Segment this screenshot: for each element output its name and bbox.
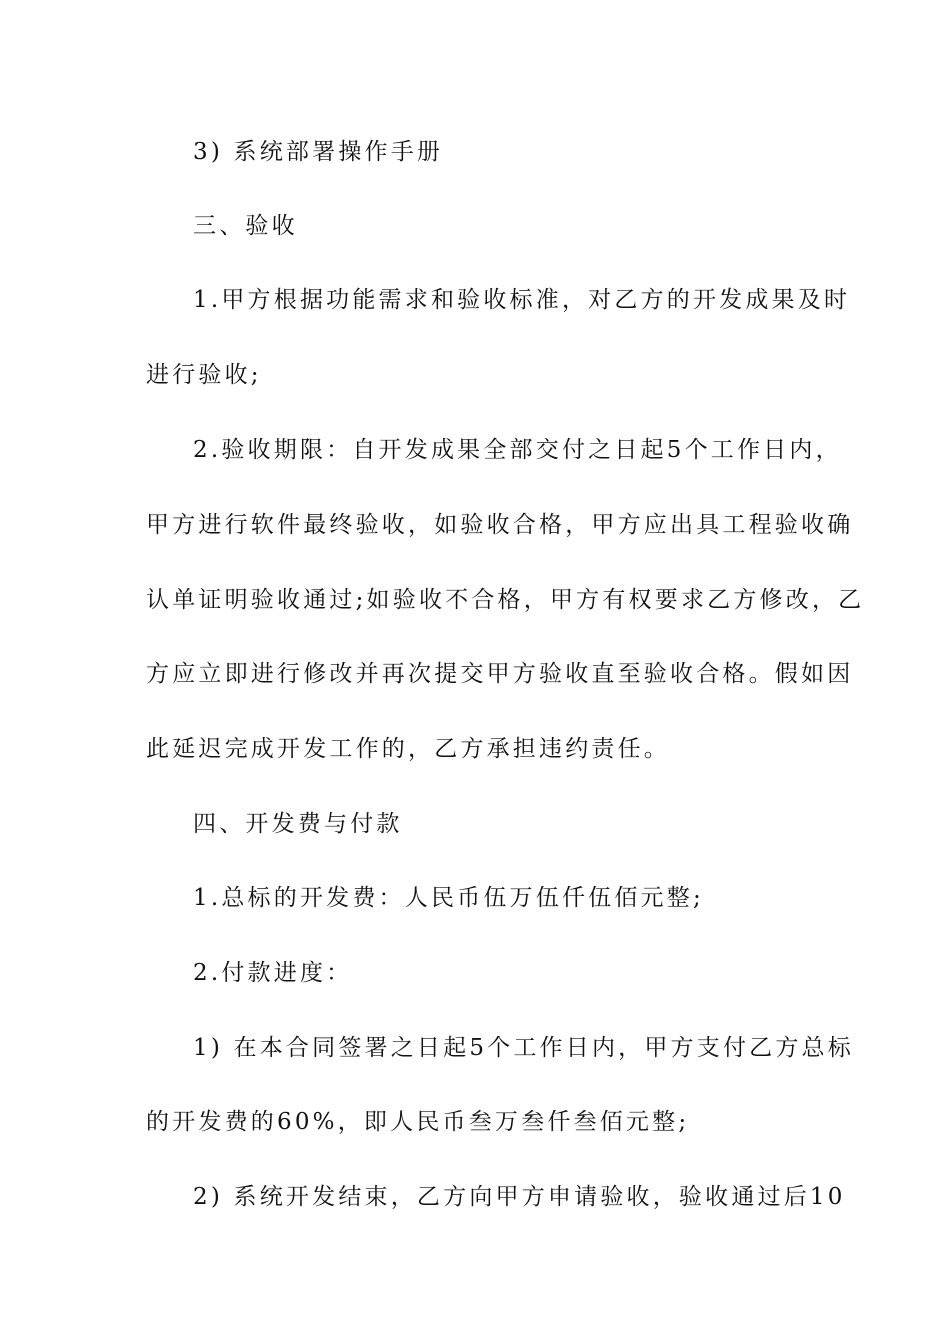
text-line: 此延迟完成开发工作的，乙方承担违约责任。 (146, 736, 670, 762)
text-line: 认单证明验收通过;如验收不合格，甲方有权要求乙方修改，乙 (146, 587, 865, 613)
section-heading: 三、验收 (193, 213, 298, 239)
text-line: 2) 系统开发结束，乙方向甲方申请验收，验收通过后10 (193, 1184, 846, 1210)
text-line: 1.甲方根据功能需求和验收标准，对乙方的开发成果及时 (193, 287, 851, 313)
text-line: 3) 系统部署操作手册 (193, 139, 444, 165)
text-line: 进行验收; (146, 362, 262, 388)
section-heading: 四、开发费与付款 (193, 811, 403, 837)
text-line: 方应立即进行修改并再次提交甲方验收直至验收合格。假如因 (146, 661, 854, 687)
text-line: 1.总标的开发费：人民币伍万伍仟伍佰元整; (193, 885, 704, 911)
text-line: 2.验收期限：自开发成果全部交付之日起5个工作日内， (193, 437, 842, 463)
text-line: 2.付款进度： (193, 960, 353, 986)
text-line: 的开发费的60%，即人民币叁万叁仟叁佰元整; (146, 1109, 690, 1135)
text-line: 1) 在本合同签署之日起5个工作日内，甲方支付乙方总标 (193, 1035, 854, 1061)
text-line: 甲方进行软件最终验收，如验收合格，甲方应出具工程验收确 (146, 512, 854, 538)
